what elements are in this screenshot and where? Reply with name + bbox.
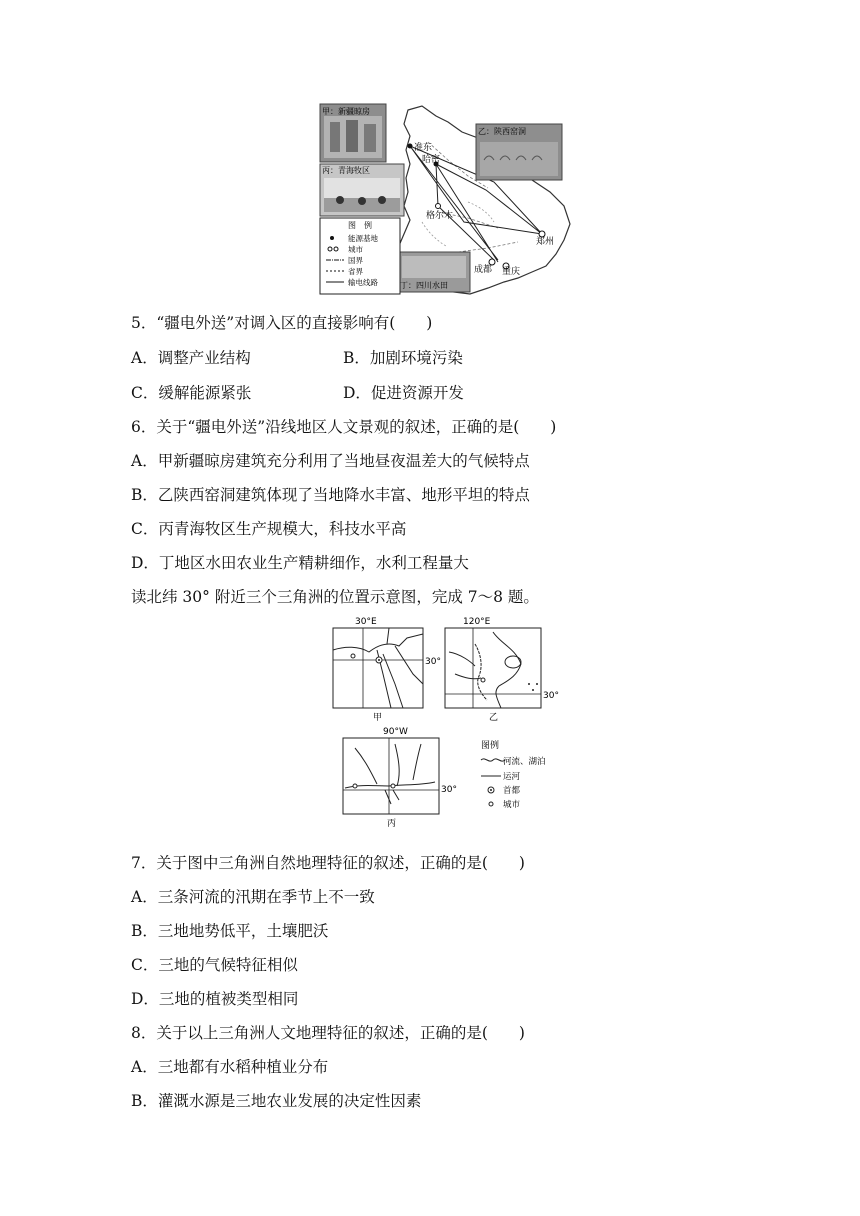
photo-ding-caption: 丁：四川水田: [400, 281, 448, 290]
legend2-river-lake: 河流、湖泊: [503, 757, 546, 767]
label-zhundong: 准东: [414, 143, 433, 153]
label-zhengzhou: 郑州: [536, 237, 555, 247]
q7-option-b: B．三地地势低平，土壤肥沃: [131, 922, 329, 940]
yi-name-label: 乙: [489, 713, 499, 723]
q7-option-c: C．三地的气候特征相似: [131, 956, 298, 974]
q8-option-b: B．灌溉水源是三地农业发展的决定性因素: [131, 1092, 422, 1110]
delta-jia-map: [333, 617, 441, 723]
map2-legend: [481, 739, 546, 810]
q6-stem: 6．关于“疆电外送”沿线地区人文景观的叙述，正确的是( ): [131, 418, 557, 436]
legend-transmission-line: 输电线路: [348, 278, 378, 287]
jia-longitude-label: 30°E: [355, 617, 377, 627]
label-chongqing: 重庆: [502, 267, 521, 277]
photo-bing: [320, 164, 404, 216]
photo-ding: [398, 252, 470, 292]
legend-city: 城市: [348, 245, 363, 254]
label-geermu: 格尔木: [426, 211, 454, 221]
legend2-title: 图例: [481, 741, 500, 751]
q6-option-d: D．丁地区水田农业生产精耕细作，水利工程量大: [131, 554, 469, 572]
legend-title: 图 例: [348, 221, 372, 230]
power-transmission-map: [318, 102, 573, 298]
label-hami: 哈密: [422, 155, 441, 165]
photo-jia: [320, 104, 386, 162]
bing-longitude-label: 90°W: [383, 727, 408, 737]
q5-option-c: C．缓解能源紧张: [131, 384, 252, 402]
yi-latitude-label: 30°: [543, 691, 559, 701]
yi-longitude-label: 120°E: [463, 617, 491, 627]
photo-yi: [476, 124, 562, 180]
city-geermu: [436, 204, 441, 209]
deltas-map: [325, 614, 575, 836]
q8-stem: 8．关于以上三角洲人文地理特征的叙述，正确的是( ): [131, 1024, 525, 1042]
legend2-capital: 首都: [503, 786, 521, 796]
bing-name-label: 丙: [387, 819, 397, 829]
delta-bing-map: [343, 727, 457, 829]
q7-stem: 7．关于图中三角洲自然地理特征的叙述，正确的是( ): [131, 854, 525, 872]
q7-option-d: D．三地的植被类型相同: [131, 990, 299, 1008]
legend-province-border: 省界: [348, 267, 363, 276]
legend2-city: 城市: [503, 800, 521, 810]
photo-jia-caption: 甲：新疆晾房: [322, 107, 370, 116]
legend-national-border: 国界: [348, 256, 363, 265]
q6-option-b: B．乙陕西窑洞建筑体现了当地降水丰富、地形平坦的特点: [131, 486, 530, 504]
map1-legend: [320, 218, 400, 294]
intro-q7-8: 读北纬 30° 附近三个三角洲的位置示意图，完成 7～8 题。: [131, 588, 539, 606]
q5-option-a: A．调整产业结构: [131, 349, 251, 367]
bing-latitude-label: 30°: [441, 785, 457, 795]
q6-option-a: A．甲新疆晾房建筑充分利用了当地昼夜温差大的气候特点: [131, 452, 530, 470]
photo-bing-caption: 丙：青海牧区: [322, 166, 370, 175]
q8-option-a: A．三地都有水稻种植业分布: [131, 1058, 329, 1076]
photo-yi-caption: 乙：陕西窑洞: [478, 127, 526, 136]
q7-option-a: A．三条河流的汛期在季节上不一致: [131, 888, 375, 906]
legend2-canal: 运河: [503, 772, 521, 782]
delta-yi-map: [445, 617, 559, 723]
q5-option-d: D．促进资源开发: [343, 384, 464, 402]
q6-option-c: C．丙青海牧区生产规模大，科技水平高: [131, 520, 407, 538]
jia-name-label: 甲: [373, 713, 383, 723]
city-zhundong: [408, 144, 413, 149]
legend-energy-base: 能源基地: [348, 234, 378, 243]
jia-latitude-label: 30°: [425, 657, 441, 667]
q5-stem: 5．“疆电外送”对调入区的直接影响有( ): [131, 314, 433, 332]
q5-option-b: B．加剧环境污染: [343, 349, 463, 367]
label-chengdu: 成都: [474, 265, 493, 275]
